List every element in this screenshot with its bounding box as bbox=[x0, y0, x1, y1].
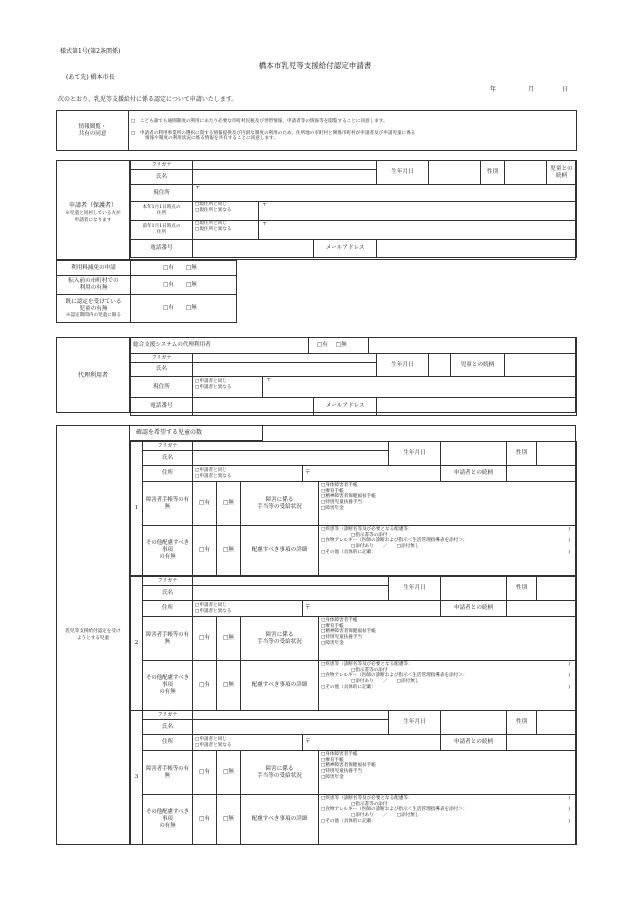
form-title: 橋本市乳児等支援給付認定申請書 bbox=[258, 61, 372, 70]
child-consider-details[interactable] bbox=[319, 661, 577, 711]
child-handbook-no[interactable]: □無 bbox=[217, 617, 241, 661]
child-handbook-no[interactable]: □無 bbox=[217, 482, 241, 526]
consider-detail-line[interactable]: □添付あり ／ □添付無し bbox=[351, 679, 420, 685]
benefit-option[interactable]: □精神障害者保健福祉手帳 bbox=[321, 494, 376, 500]
benefit-option[interactable]: □療育手帳 bbox=[321, 757, 344, 763]
applicant-jan1-address-field[interactable]: 〒 bbox=[262, 202, 268, 208]
benefit-option[interactable]: □障害年金 bbox=[321, 640, 344, 646]
benefit-option[interactable]: □障害年金 bbox=[321, 505, 344, 511]
benefit-option[interactable]: □障害年金 bbox=[321, 774, 344, 780]
child-relation-field[interactable] bbox=[507, 601, 577, 617]
children-label-cell bbox=[56, 425, 130, 845]
child-block bbox=[130, 441, 577, 576]
child-birthdate-field[interactable] bbox=[441, 711, 507, 735]
applicant-furigana-label: フリガナ bbox=[131, 161, 193, 170]
child-consider-label: その他配慮すべき事項 の有無 bbox=[143, 795, 193, 845]
consider-detail-line[interactable]: □添付あり ／ □添付無し bbox=[351, 544, 420, 550]
applicant-phone-field[interactable] bbox=[193, 240, 314, 257]
applicant-label: 申請者（保護者） bbox=[68, 202, 117, 209]
close-paren: ) bbox=[568, 684, 571, 690]
child-consider-detail-label: 配慮すべき事項の詳細 bbox=[241, 795, 319, 845]
applicant-jan1-options[interactable]: □現住所と同じ □現住所と異なる bbox=[193, 202, 259, 220]
reduction-no[interactable]: □無 bbox=[185, 264, 197, 271]
child-gender-field[interactable] bbox=[537, 442, 577, 466]
child-consider-details[interactable] bbox=[319, 526, 577, 576]
child-benefits[interactable] bbox=[319, 617, 577, 661]
consider-detail-line[interactable]: □添付あり ／ □添付無し bbox=[351, 813, 420, 819]
proxy-system-no[interactable]: □無 bbox=[335, 342, 347, 348]
proxy-label: 代理利用者 bbox=[77, 372, 108, 379]
benefit-option[interactable]: □特別児童扶養手当 bbox=[321, 769, 363, 775]
child-number: 1 bbox=[131, 442, 143, 576]
intro-text: 次のとおり、乳児等支援給付に係る認定について申請いたします。 bbox=[58, 96, 238, 103]
child-address-field[interactable]: 〒 bbox=[303, 735, 441, 751]
close-paren: ) bbox=[568, 807, 571, 813]
child-furigana-field[interactable] bbox=[193, 577, 389, 586]
child-furigana-field[interactable] bbox=[193, 711, 389, 720]
child-furigana-field[interactable] bbox=[193, 442, 389, 451]
child-address-options[interactable]: □申請者と同じ □申請者と異なる bbox=[193, 735, 303, 751]
date-year-label: 年 bbox=[490, 86, 497, 93]
child-furigana-label: フリガナ bbox=[143, 442, 193, 451]
child-number: 2 bbox=[131, 577, 143, 711]
child-address-label: 住所 bbox=[143, 601, 193, 617]
applicant-gender-label: 性別 bbox=[481, 161, 505, 185]
applicant-note-1: ※児童と同居している方が bbox=[65, 211, 121, 216]
applicant-name-label: 氏名 bbox=[131, 170, 193, 185]
consider-detail-line[interactable]: □指示書等の添付 bbox=[351, 667, 388, 673]
child-birthdate-label: 生年月日 bbox=[389, 577, 441, 601]
form-number: 様式第1号(第2条関係) bbox=[60, 48, 121, 55]
child-consider-yes[interactable]: □有 bbox=[193, 526, 217, 576]
child-address-label: 住所 bbox=[143, 466, 193, 482]
child-relation-label: 申請者との続柄 bbox=[441, 466, 507, 482]
applicant-address-field[interactable]: 〒 bbox=[193, 185, 577, 202]
close-paren: ) bbox=[568, 673, 571, 679]
proxy-label-cell bbox=[56, 337, 130, 413]
proxy-address-field[interactable]: 〒 bbox=[266, 377, 272, 383]
child-consider-details[interactable] bbox=[319, 795, 577, 845]
proxy-address-label: 現住所 bbox=[131, 377, 193, 398]
consider-detail-line[interactable]: □その他（具体的に記載： ) bbox=[321, 684, 571, 690]
reduction-options[interactable] bbox=[131, 261, 237, 276]
child-address-field[interactable]: 〒 bbox=[303, 601, 441, 617]
applicant-relation-label: 児童との続柄 bbox=[547, 161, 577, 185]
certified-no[interactable]: □無 bbox=[185, 305, 197, 311]
moving-label: 転入前の市町村での 利用の有無 bbox=[57, 276, 131, 295]
consider-detail-line[interactable]: □その他（具体的に記載： ) bbox=[321, 818, 571, 824]
applicant-gender-field[interactable] bbox=[505, 161, 547, 185]
applicant-prev-address-field[interactable]: 〒 bbox=[262, 221, 268, 227]
proxy-system-label: 総合支援システムの代理利用者 bbox=[131, 338, 309, 353]
children-count-label: 確認を希望する児童の数 bbox=[130, 425, 263, 441]
child-receive-label: 障害に係る 手当等の受給状況 bbox=[241, 617, 319, 661]
moving-options[interactable] bbox=[131, 276, 237, 295]
applicant-birthdate-field[interactable] bbox=[429, 161, 481, 185]
child-address-options[interactable]: □申請者と同じ □申請者と異なる bbox=[193, 466, 303, 482]
proxy-relation-field[interactable] bbox=[505, 354, 577, 377]
proxy-name-label: 氏名 bbox=[131, 363, 193, 377]
flags-table bbox=[56, 260, 237, 323]
child-consider-label: その他配慮すべき事項 の有無 bbox=[143, 661, 193, 711]
child-handbook-label: 障害者手帳等の有無 bbox=[143, 482, 193, 526]
consider-detail-line[interactable]: □指示書等の添付 bbox=[351, 532, 388, 538]
benefit-option[interactable]: □特別児童扶養手当 bbox=[321, 500, 363, 506]
close-paren: ) bbox=[568, 662, 571, 667]
applicant-label-cell bbox=[56, 160, 130, 260]
children-label-2: ようとする児童 bbox=[76, 636, 110, 641]
child-gender-field[interactable] bbox=[537, 577, 577, 601]
proxy-address-options[interactable]: □申請者と同じ □申請者と異なる bbox=[193, 377, 263, 397]
applicant-jan1-label: 本年1月1日時点の 住所 bbox=[131, 202, 193, 221]
child-consider-label: その他配慮すべき事項 の有無 bbox=[143, 526, 193, 576]
consider-detail-line[interactable]: □その他（具体的に記載： ) bbox=[321, 549, 571, 555]
proxy-email-label: メールアドレス bbox=[325, 403, 365, 409]
applicant-email-field[interactable] bbox=[377, 240, 577, 258]
child-handbook-no[interactable]: □無 bbox=[217, 751, 241, 795]
child-name-field[interactable] bbox=[193, 451, 389, 466]
child-handbook-yes[interactable]: □有 bbox=[193, 482, 217, 526]
benefit-option[interactable]: □身体障害者手帳 bbox=[321, 618, 358, 623]
child-receive-label: 障害に係る 手当等の受給状況 bbox=[241, 751, 319, 795]
child-handbook-label: 障害者手帳等の有無 bbox=[143, 617, 193, 661]
proxy-table bbox=[130, 337, 577, 416]
consider-detail-line[interactable]: □疾患等（診断名等及び必要となる配慮等： ) bbox=[321, 662, 571, 667]
applicant-furigana-field[interactable] bbox=[193, 161, 377, 170]
proxy-email-field[interactable] bbox=[377, 398, 577, 416]
consent-label: 情報閲覧・ 共有の同意 bbox=[57, 111, 129, 151]
proxy-phone-label: 電話番号 bbox=[131, 398, 193, 416]
proxy-relation-label: 児童との続柄 bbox=[451, 354, 505, 377]
child-consider-no[interactable]: □無 bbox=[217, 795, 241, 845]
child-furigana-label: フリガナ bbox=[143, 577, 193, 586]
child-relation-field[interactable] bbox=[507, 466, 577, 482]
consider-detail-line[interactable]: □食物アレルギー（医師の診断および指示＜生活管理指導表を添付＞： ) bbox=[321, 807, 571, 813]
certified-label: 既に認定を受けている 児童の有無 ※認定期間内の児童に限る bbox=[57, 295, 131, 323]
close-paren: ) bbox=[568, 549, 571, 555]
child-gender-label: 性別 bbox=[507, 711, 537, 735]
reduction-yes[interactable]: □有 bbox=[163, 264, 174, 271]
applicant-table bbox=[130, 160, 577, 258]
consent-item-2[interactable]: □ 申請者の利用事業所の選択に資する情報提供及び円滑な制度の利用のため、住所地の市町村と関係市町村が申請者及び申請児童に係る bbox=[131, 130, 416, 136]
child-name-label: 氏名 bbox=[143, 586, 193, 601]
child-consider-yes[interactable]: □有 bbox=[193, 661, 217, 711]
close-paren: ) bbox=[568, 538, 571, 544]
consider-detail-line[interactable]: □食物アレルギー（医師の診断および指示＜生活管理指導表を添付＞： ) bbox=[321, 673, 571, 679]
child-block bbox=[130, 576, 577, 711]
child-address-label: 住所 bbox=[143, 735, 193, 751]
child-birthdate-label: 生年月日 bbox=[389, 442, 441, 466]
certified-yes[interactable]: □有 bbox=[163, 305, 174, 311]
date-day-label: 日 bbox=[562, 86, 569, 93]
consent-items[interactable] bbox=[129, 111, 577, 151]
proxy-birthdate-label: 生年月日 bbox=[377, 354, 429, 377]
applicant-email-label: メールアドレス bbox=[325, 245, 365, 251]
child-receive-label: 障害に係る 手当等の受給状況 bbox=[241, 482, 319, 526]
child-handbook-yes[interactable]: □有 bbox=[193, 751, 217, 795]
child-name-field[interactable] bbox=[193, 586, 389, 601]
child-benefits[interactable] bbox=[319, 751, 577, 795]
child-birthdate-label: 生年月日 bbox=[389, 711, 441, 735]
close-paren: ) bbox=[568, 796, 571, 801]
consider-detail-line[interactable]: □疾患等（診断名等及び必要となる配慮等： ) bbox=[321, 527, 571, 532]
child-name-field[interactable] bbox=[193, 720, 389, 735]
benefit-option[interactable]: □療育手帳 bbox=[321, 488, 344, 494]
child-name-label: 氏名 bbox=[143, 451, 193, 466]
child-consider-detail-label: 配慮すべき事項の詳細 bbox=[241, 661, 319, 711]
child-relation-label: 申請者との続柄 bbox=[441, 735, 507, 751]
close-paren: ) bbox=[568, 818, 571, 824]
proxy-furigana-label: フリガナ bbox=[131, 354, 193, 363]
consent-item-2-cont: 情報や制度の利用状況に係る情報を共有することに同意します。 bbox=[145, 136, 278, 142]
child-gender-label: 性別 bbox=[507, 442, 537, 466]
close-paren: ) bbox=[568, 527, 571, 532]
child-benefits[interactable] bbox=[319, 482, 577, 526]
proxy-furigana-field[interactable] bbox=[193, 354, 377, 363]
benefit-option[interactable]: □身体障害者手帳 bbox=[321, 483, 358, 488]
child-number: 3 bbox=[131, 711, 143, 845]
applicant-address-label: 現住所 bbox=[131, 185, 193, 202]
addressee: (あて先) 橋本市長 bbox=[66, 74, 115, 81]
child-handbook-label: 障害者手帳等の有無 bbox=[143, 751, 193, 795]
child-consider-yes[interactable]: □有 bbox=[193, 795, 217, 845]
child-block bbox=[130, 710, 577, 845]
child-furigana-label: フリガナ bbox=[143, 711, 193, 720]
applicant-birthdate-label: 生年月日 bbox=[377, 161, 429, 185]
date-month-label: 月 bbox=[528, 86, 535, 93]
child-handbook-yes[interactable]: □有 bbox=[193, 617, 217, 661]
benefit-option[interactable]: □身体障害者手帳 bbox=[321, 752, 358, 757]
consider-detail-line[interactable]: □指示書等の添付 bbox=[351, 801, 388, 807]
consent-table bbox=[56, 110, 577, 151]
child-gender-field[interactable] bbox=[537, 711, 577, 735]
child-consider-detail-label: 配慮すべき事項の詳細 bbox=[241, 526, 319, 576]
applicant-note-2: 申請者になります bbox=[74, 218, 112, 223]
proxy-phone-field[interactable] bbox=[193, 398, 314, 415]
consent-item-1[interactable]: □ こども誰でも通園制度の利用にあたり必要な市町村民税及び世帯情報、申請者等の情報等を閲覧することに同意します。 bbox=[131, 118, 388, 124]
applicant-prev-label: 前年1月1日時点の 住所 bbox=[131, 221, 193, 240]
child-gender-label: 性別 bbox=[507, 577, 537, 601]
child-relation-field[interactable] bbox=[507, 735, 577, 751]
consider-detail-line[interactable]: □疾患等（診断名等及び必要となる配慮等： ) bbox=[321, 796, 571, 801]
child-birthdate-field[interactable] bbox=[441, 577, 507, 601]
certified-options[interactable] bbox=[131, 295, 237, 323]
child-birthdate-field[interactable] bbox=[441, 442, 507, 466]
proxy-system-options[interactable] bbox=[309, 338, 369, 353]
proxy-name-field[interactable] bbox=[193, 363, 377, 377]
children-count-field[interactable] bbox=[263, 425, 305, 441]
benefit-option[interactable]: □精神障害者保健福祉手帳 bbox=[321, 763, 376, 769]
child-name-label: 氏名 bbox=[143, 720, 193, 735]
reduction-label: 利用料減免の申請 bbox=[57, 261, 131, 276]
consider-detail-line[interactable]: □食物アレルギー（医師の診断および指示＜生活管理指導表を添付＞： ) bbox=[321, 538, 571, 544]
child-consider-no[interactable]: □無 bbox=[217, 526, 241, 576]
child-consider-no[interactable]: □無 bbox=[217, 661, 241, 711]
benefit-option[interactable]: □精神障害者保健福祉手帳 bbox=[321, 629, 376, 635]
proxy-system-yes[interactable]: □有 bbox=[317, 342, 328, 348]
benefit-option[interactable]: □特別児童扶養手当 bbox=[321, 635, 363, 641]
applicant-prev-options[interactable]: □現住所と同じ □現住所と異なる bbox=[193, 221, 259, 239]
child-relation-label: 申請者との続柄 bbox=[441, 601, 507, 617]
moving-no[interactable]: □無 bbox=[185, 281, 197, 288]
child-address-options[interactable]: □申請者と同じ □申請者と異なる bbox=[193, 601, 303, 617]
children-label-1: 乳児等支援給付認定を受け bbox=[65, 629, 121, 634]
proxy-birthdate-field[interactable] bbox=[429, 354, 451, 377]
moving-yes[interactable]: □有 bbox=[163, 281, 174, 288]
benefit-option[interactable]: □療育手帳 bbox=[321, 623, 344, 629]
applicant-name-field[interactable] bbox=[193, 170, 377, 185]
applicant-phone-label: 電話番号 bbox=[131, 240, 193, 258]
child-address-field[interactable]: 〒 bbox=[303, 466, 441, 482]
